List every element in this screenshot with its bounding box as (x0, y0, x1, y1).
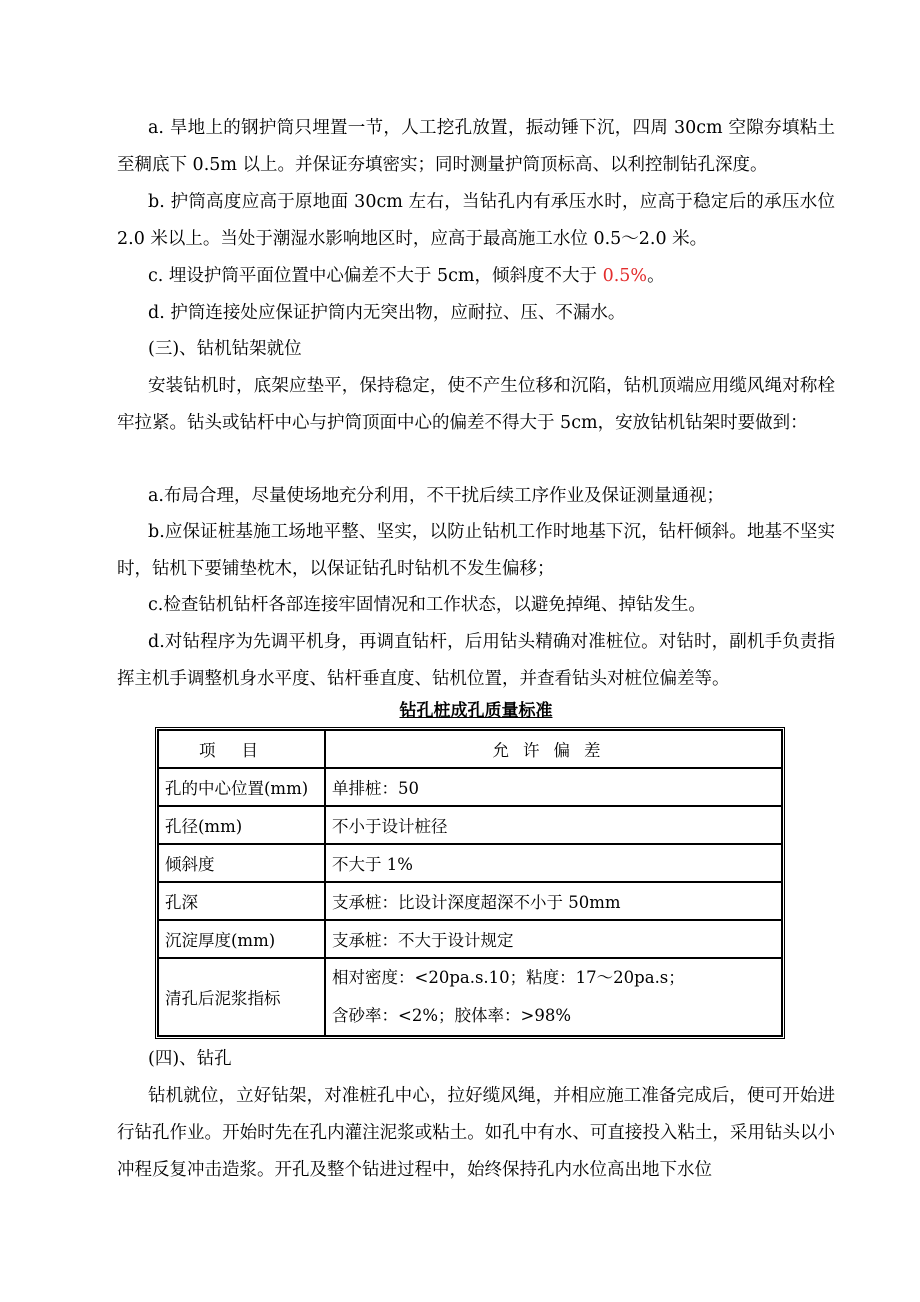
table-row (158, 920, 782, 958)
header-tolerance: 允许偏差 (325, 730, 782, 768)
row-item: 清孔后泥浆指标 (158, 958, 325, 1036)
row-tolerance: 不小于设计桩径 (325, 806, 782, 844)
slurry-density-line: 相对密度：<20pa.s.10；粘度：17～20pa.s； (332, 968, 685, 987)
section-heading-3: (三)、钻机钻架就位 (148, 339, 302, 359)
row-item: 孔径(mm) (158, 806, 325, 844)
paragraph-casing-c (117, 258, 835, 295)
paragraph-layout-d: d.对钻程序为先调平机身，再调直钻杆，后用钻头精确对准桩位。对钻时，副机手负责指挥主机手调整机身水平度、钻杆垂直度、钻机位置，并查看钻头对桩位偏差等。 (117, 632, 835, 689)
row-tolerance: 单排桩：50 (325, 768, 782, 806)
table-row (158, 844, 782, 882)
paragraph-layout-b: b.应保证桩基施工场地平整、坚实，以防止钻机工作时地基下沉，钻杆倾斜。地基不坚实时，钻机下要铺垫枕木，以保证钻孔时钻机不发生偏移； (117, 522, 835, 579)
casing-c-text: c. 埋设护筒平面位置中心偏差不大于 5cm，倾斜度不大于 (148, 266, 603, 286)
row-item: 孔的中心位置(mm) (158, 768, 325, 806)
row-tolerance: 不大于 1% (325, 844, 782, 882)
table-row (158, 768, 782, 806)
table-header-row (158, 730, 782, 768)
row-item: 沉淀厚度(mm) (158, 920, 325, 958)
paragraph-casing-d: d. 护筒连接处应保证护筒内无突出物，应耐拉、压、不漏水。 (148, 303, 626, 323)
table-row (158, 882, 782, 920)
table-row (158, 958, 782, 1036)
paragraph-layout-a: a.布局合理，尽量使场地充分利用，不干扰后续工序作业及保证测量通视； (148, 486, 724, 506)
paragraph-casing-a: a. 旱地上的钢护筒只埋置一节，人工挖孔放置，振动锤下沉，四周 30cm 空隙夯填粘土至稠底下 0.5m 以上。并保证夯填密实；同时测量护筒顶标高、以利控制钻孔深度。 (117, 118, 835, 175)
row-item: 孔深 (158, 882, 325, 920)
row-tolerance: 支承桩：比设计深度超深不小于 50mm (325, 882, 782, 920)
table-row (158, 806, 782, 844)
paragraph-drilling: 钻机就位，立好钻架，对准桩孔中心，拉好缆风绳，并相应施工准备完成后，便可开始进行钻孔作业。开始时先在孔内灌注泥浆或粘土。如孔中有水、可直接投入粘土，采用钻头以小冲程反复冲击造浆。开孔及整个钻进过程中，始终保持孔内水位高出地下水位 (117, 1086, 835, 1180)
row-item: 倾斜度 (158, 844, 325, 882)
table-title: 钻孔桩成孔质量标准 (399, 701, 553, 721)
row-tolerance-multi (325, 958, 782, 1036)
slurry-sand-line: 含砂率：<2%；胶体率：>98% (332, 1006, 572, 1025)
paragraph-layout-c: c.检查钻机钻杆各部连接牢固情况和工作状态，以避免掉绳、掉钻发生。 (148, 595, 706, 615)
casing-c-suffix: 。 (647, 266, 665, 286)
paragraph-install: 安装钻机时，底架应垫平，保持稳定，使不产生位移和沉陷，钻机顶端应用缆风绳对称栓牢拉紧。钻头或钻杆中心与护筒顶面中心的偏差不得大于 5cm，安放钻机钻架时要做到： (117, 376, 835, 433)
header-item: 项目 (158, 730, 325, 768)
paragraph-casing-b: b. 护筒高度应高于原地面 30cm 左右，当钻孔内有承压水时，应高于稳定后的承压水位 2.0 米以上。当处于潮湿水影响地区时，应高于最高施工水位 0.5～2.0 米。 (117, 192, 835, 249)
quality-standard-table (155, 727, 785, 1039)
casing-c-highlight: 0.5% (602, 266, 648, 286)
row-tolerance: 支承桩：不大于设计规定 (325, 920, 782, 958)
section-heading-4: (四)、钻孔 (148, 1049, 232, 1069)
